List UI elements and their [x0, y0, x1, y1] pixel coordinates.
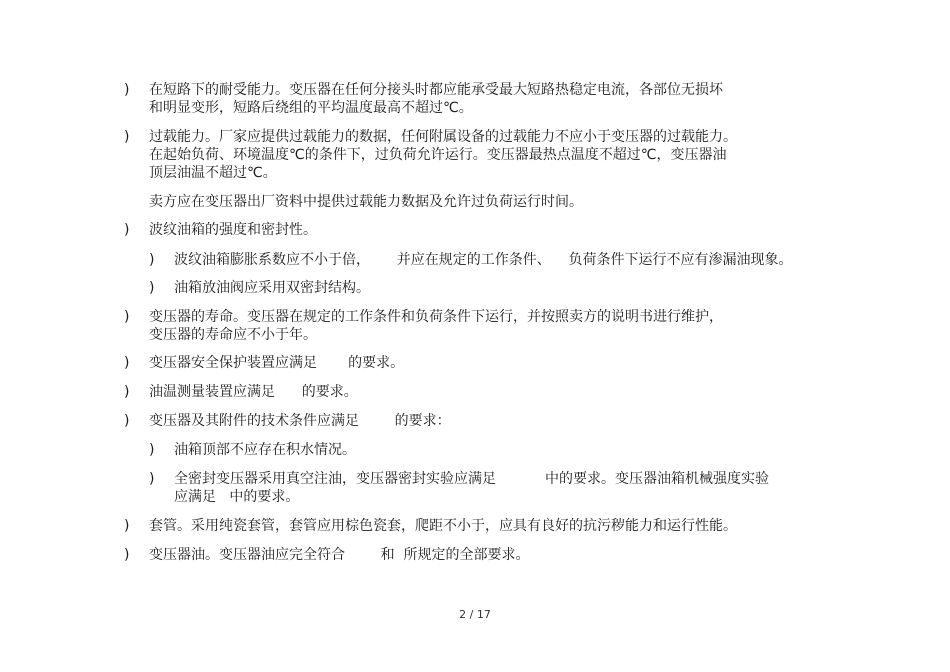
- paragraph-line: 变压器的寿命应不小于年。: [149, 327, 317, 343]
- paragraph-line: 油箱放油阀应采用双密封结构。: [174, 280, 370, 296]
- page-number: 2 / 17: [459, 608, 491, 621]
- paragraph-line: 油箱顶部不应存在积水情况。: [174, 442, 356, 458]
- paragraph-line: 应满足 中的要求。: [174, 489, 300, 505]
- paragraph-line: 全密封变压器采用真空注油，变压器密封实验应满足 中的要求。变压器油箱机械强度实验: [174, 471, 769, 487]
- paragraph-line: 变压器及其附件的技术条件应满足 的要求：: [149, 413, 451, 429]
- paragraph-line: 在短路下的耐受能力。变压器在任何分接头时都应能承受最大短路热稳定电流，各部位无损坏: [149, 82, 723, 98]
- list-marker: ): [124, 82, 130, 98]
- paragraph-line: 顶层油温不超过℃。: [149, 165, 277, 181]
- paragraph-line: 在起始负荷、环境温度℃的条件下，过负荷允许运行。变压器最热点温度不超过℃，变压器油: [149, 147, 727, 163]
- paragraph-line: 和明显变形，短路后绕组的平均温度最高不超过℃。: [149, 100, 473, 116]
- list-marker: ): [124, 384, 130, 400]
- list-marker: ): [124, 309, 130, 325]
- paragraph-line: 变压器的寿命。变压器在规定的工作条件和负荷条件下运行，并按照卖方的说明书进行维护，: [149, 309, 723, 325]
- list-marker: ): [124, 222, 130, 238]
- paragraph-line: 变压器安全保护装置应满足 的要求。: [149, 355, 405, 371]
- paragraph-line: 油温测量装置应满足 的要求。: [149, 384, 358, 400]
- list-marker: ): [124, 355, 130, 371]
- list-marker: ): [149, 442, 155, 458]
- paragraph-line: 卖方应在变压器出厂资料中提供过载能力数据及允许过负荷运行时间。: [149, 194, 583, 210]
- list-marker: ): [149, 280, 155, 296]
- list-marker: ): [124, 129, 130, 145]
- paragraph-line: 套管。采用纯瓷套管，套管应用棕色瓷套，爬距不小于，应具有良好的抗污秽能力和运行性能。: [149, 518, 737, 534]
- paragraph-line: 波纹油箱的强度和密封性。: [149, 222, 317, 238]
- list-marker: ): [149, 471, 155, 487]
- paragraph-line: 波纹油箱膨胀系数应不小于倍， 并应在规定的工作条件、 负荷条件下运行不应有渗漏油现象。: [174, 252, 793, 268]
- paragraph-line: 变压器油。变压器油应完全符合 和 所规定的全部要求。: [149, 547, 530, 563]
- list-marker: ): [149, 252, 155, 268]
- list-marker: ): [124, 547, 130, 563]
- paragraph-line: 过载能力。厂家应提供过载能力的数据，任何附属设备的过载能力不应小于变压器的过载能力。: [149, 129, 737, 145]
- list-marker: ): [124, 518, 130, 534]
- list-marker: ): [124, 413, 130, 429]
